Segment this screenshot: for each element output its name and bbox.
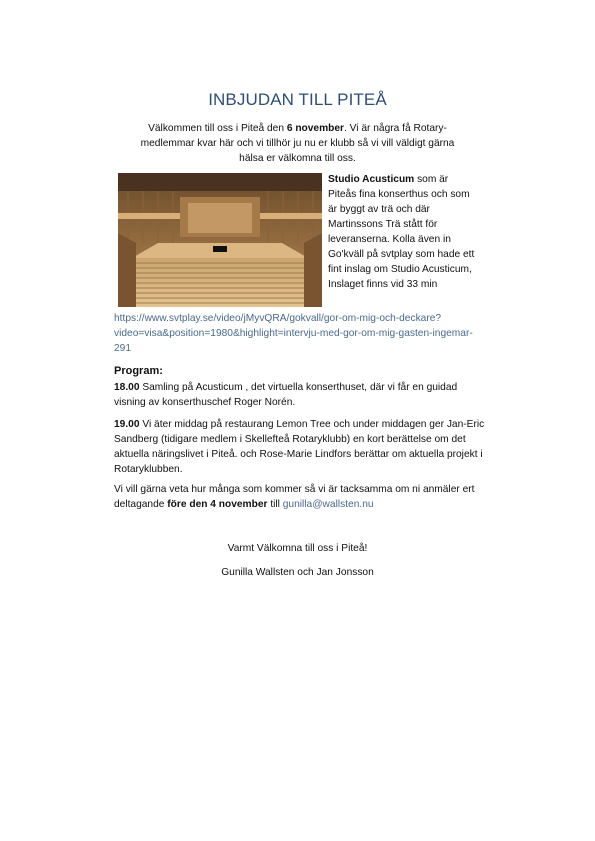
intro-paragraph [130, 121, 465, 166]
venue-text: som är Piteås fina konserthus och som är byggt av trä och där Martinssons Trä stått för leveranserna. Kolla även in Go'kväll på svtplay som hade ett fint inslag om Studio Acusticum, Inslaget finns vid 33 min [328, 174, 475, 290]
venue-name: Studio Acusticum [328, 174, 415, 185]
signup-text: Vi vill gärna veta hur många som kommer så vi är tacksamma om ni anmäler ert deltagande [114, 484, 475, 510]
intro-text-continued: . Vi är några få Rotary-medlemmar kvar här och vi tillhör ju nu er klubb så vi vill väldigt gärna hälsa er välkomna till oss. [140, 123, 455, 164]
program-time: 19.00 [114, 419, 140, 430]
program-item-1800 [114, 380, 486, 410]
page-title: INBJUDAN TILL PITEÅ [208, 90, 387, 109]
event-date: 6 november [286, 123, 345, 134]
closing-welcome: Varmt Välkomna till oss i Piteå! [227, 543, 368, 554]
concert-hall-illustration [118, 173, 322, 307]
email-link[interactable]: gunilla@wallsten.nu [282, 499, 374, 510]
intro-text: Välkommen till oss i Piteå den [148, 123, 287, 134]
program-heading: Program: [114, 365, 163, 377]
concert-hall-photo [118, 173, 322, 307]
program-item-1900 [114, 417, 486, 477]
program-time: 18.00 [114, 382, 140, 393]
signup-deadline: före den 4 november [167, 499, 268, 510]
signature-names: Gunilla Wallsten och Jan Jonsson [221, 567, 374, 578]
signup-paragraph [114, 482, 486, 512]
program-text: Vi äter middag på restaurang Lemon Tree och under middagen ger Jan-Eric Sandberg (tidigare medlem i Skellefteå Rotaryklubb) en kort berättelse om det aktuella näringslivet i Piteå. och Rose-Marie Lindfors berättar om aktuella projekt i Rotaryklubben. [114, 419, 485, 475]
program-text: Samling på Acusticum , det virtuella konserthuset, där vi får en guidad visning av konserthuschef Roger Norén. [114, 382, 458, 408]
venue-description [328, 172, 478, 292]
svtplay-link[interactable]: https://www.svtplay.se/video/jMyvQRA/gokvall/gor-om-mig-och-deckare?video=visa&position=1980&highlight=intervju-med-gor-om-mig-gasten-ingemar-291 [114, 313, 473, 354]
signup-text-to: till [267, 499, 283, 510]
